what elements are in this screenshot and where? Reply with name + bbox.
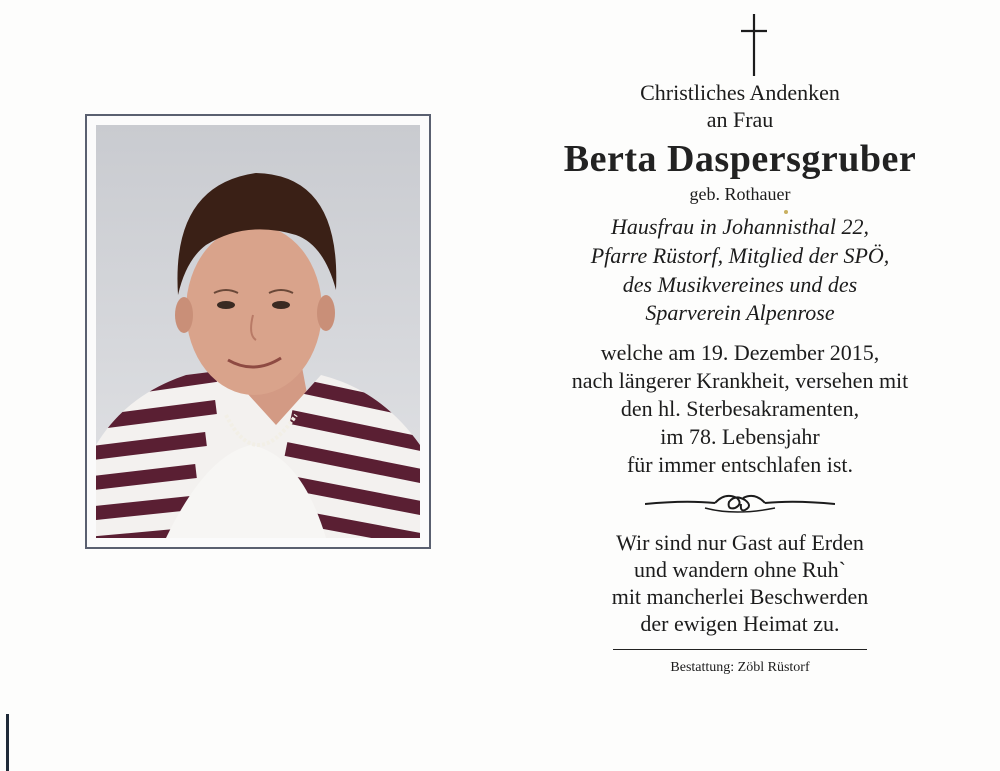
- death-line: welche am 19. Dezember 2015,: [600, 340, 880, 365]
- description-line: Sparverein Alpenrose: [645, 300, 835, 325]
- poem-line: der ewigen Heimat zu.: [640, 611, 840, 636]
- death-line: für immer entschlafen ist.: [626, 452, 854, 477]
- poem-line: Wir sind nur Gast auf Erden: [616, 530, 864, 555]
- heading-text: Christliches Andenken: [640, 80, 840, 105]
- maiden-name: geb. Rothauer: [689, 184, 791, 204]
- poem-line: mit mancherlei Beschwerden: [611, 584, 869, 609]
- salutation-text: an Frau: [706, 107, 774, 132]
- description-line: des Musikvereines und des: [622, 272, 858, 297]
- divider-rule: [613, 649, 867, 650]
- scan-edge-mark: [6, 714, 9, 771]
- death-line: den hl. Sterbesakramenten,: [620, 396, 860, 421]
- deceased-name: Berta Daspersgruber: [563, 138, 917, 180]
- poem-line: und wandern ohne Ruh`: [633, 557, 846, 582]
- description-line: Hausfrau in Johannisthal 22,: [611, 214, 869, 239]
- ornament-divider-icon: [645, 488, 835, 518]
- death-line: nach längerer Krankheit, versehen mit: [571, 368, 909, 393]
- description-line: Pfarre Rüstorf, Mitglied der SPÖ,: [590, 243, 890, 268]
- funeral-home-text: Bestattung: Zöbl Rüstorf: [670, 660, 810, 675]
- cross-icon: [741, 14, 767, 76]
- portrait-frame: [85, 114, 431, 549]
- death-line: im 78. Lebensjahr: [660, 424, 820, 449]
- portrait-photo: [96, 125, 420, 538]
